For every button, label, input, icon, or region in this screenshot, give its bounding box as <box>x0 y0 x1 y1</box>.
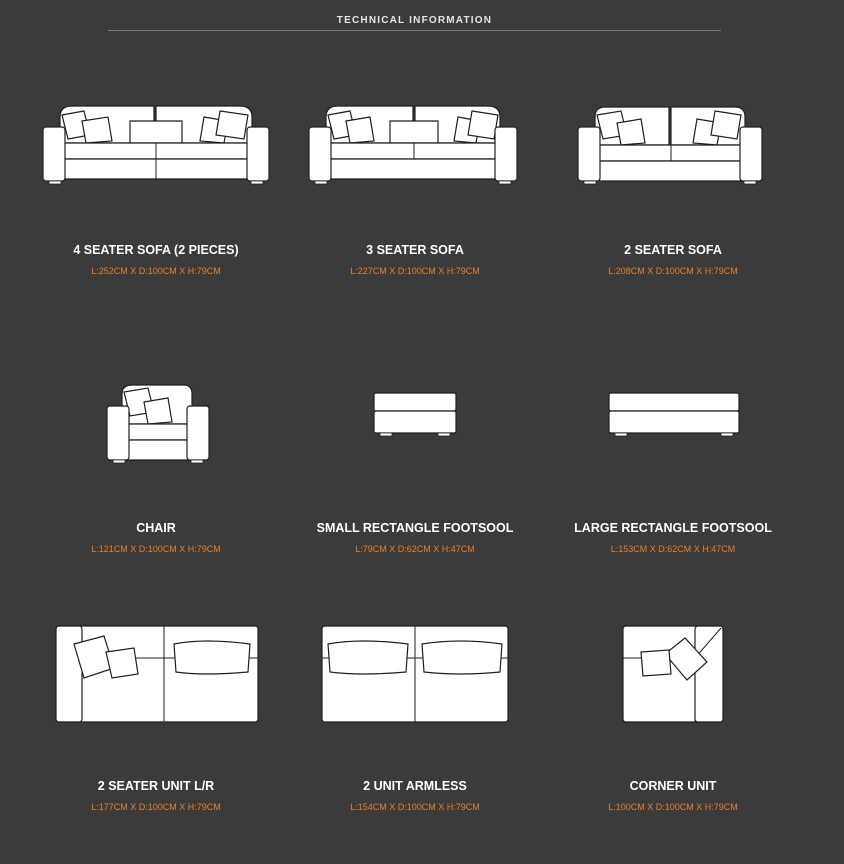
product-three-seater-sofa[interactable] <box>285 95 545 285</box>
large-footstool-icon <box>607 392 741 438</box>
section-title-text: TECHNICAL INFORMATION <box>336 15 493 26</box>
product-name: 3 SEATER SOFA <box>366 243 464 257</box>
product-name: 2 SEATER SOFA <box>624 243 722 257</box>
product-dimensions: L:153CM X D:62CM X H:47CM <box>610 544 736 554</box>
four-seater-sofa-icon <box>42 103 272 185</box>
product-name: CHAIR <box>136 521 176 535</box>
product-four-seater-sofa[interactable] <box>26 95 286 285</box>
product-dimensions: L:100CM X D:100CM X H:79CM <box>608 802 738 812</box>
product-name: LARGE RECTANGLE FOOTSOOL <box>574 521 772 535</box>
chair-icon <box>106 384 212 464</box>
section-title <box>108 15 721 31</box>
product-dimensions: L:121CM X D:100CM X H:79CM <box>91 544 221 554</box>
two-seater-unit-icon <box>54 624 260 724</box>
corner-unit-icon <box>621 624 727 724</box>
product-dimensions: L:79CM X D:62CM X H:47CM <box>355 544 475 554</box>
two-seater-sofa-icon <box>577 105 767 185</box>
product-name: 4 SEATER SOFA (2 PIECES) <box>73 243 239 257</box>
product-dimensions: L:177CM X D:100CM X H:79CM <box>91 802 221 812</box>
product-dimensions: L:227CM X D:100CM X H:79CM <box>350 266 480 276</box>
two-unit-armless-icon <box>320 624 510 724</box>
product-two-seater-unit[interactable] <box>26 618 286 828</box>
product-name: 2 UNIT ARMLESS <box>363 779 467 793</box>
product-name: 2 SEATER UNIT L/R <box>97 779 215 793</box>
product-dimensions: L:208CM X D:100CM X H:79CM <box>608 266 738 276</box>
product-small-footstool[interactable] <box>285 380 545 560</box>
product-corner-unit[interactable] <box>543 618 803 828</box>
product-dimensions: L:252CM X D:100CM X H:79CM <box>91 266 221 276</box>
product-name: SMALL RECTANGLE FOOTSOOL <box>316 521 514 535</box>
small-footstool-icon <box>372 392 458 438</box>
product-two-seater-sofa[interactable] <box>543 95 803 285</box>
three-seater-sofa-icon <box>308 103 522 185</box>
product-large-footstool[interactable] <box>543 380 803 560</box>
product-chair[interactable] <box>26 380 286 560</box>
product-name: CORNER UNIT <box>629 779 717 793</box>
product-dimensions: L:154CM X D:100CM X H:79CM <box>350 802 480 812</box>
product-two-unit-armless[interactable] <box>285 618 545 828</box>
